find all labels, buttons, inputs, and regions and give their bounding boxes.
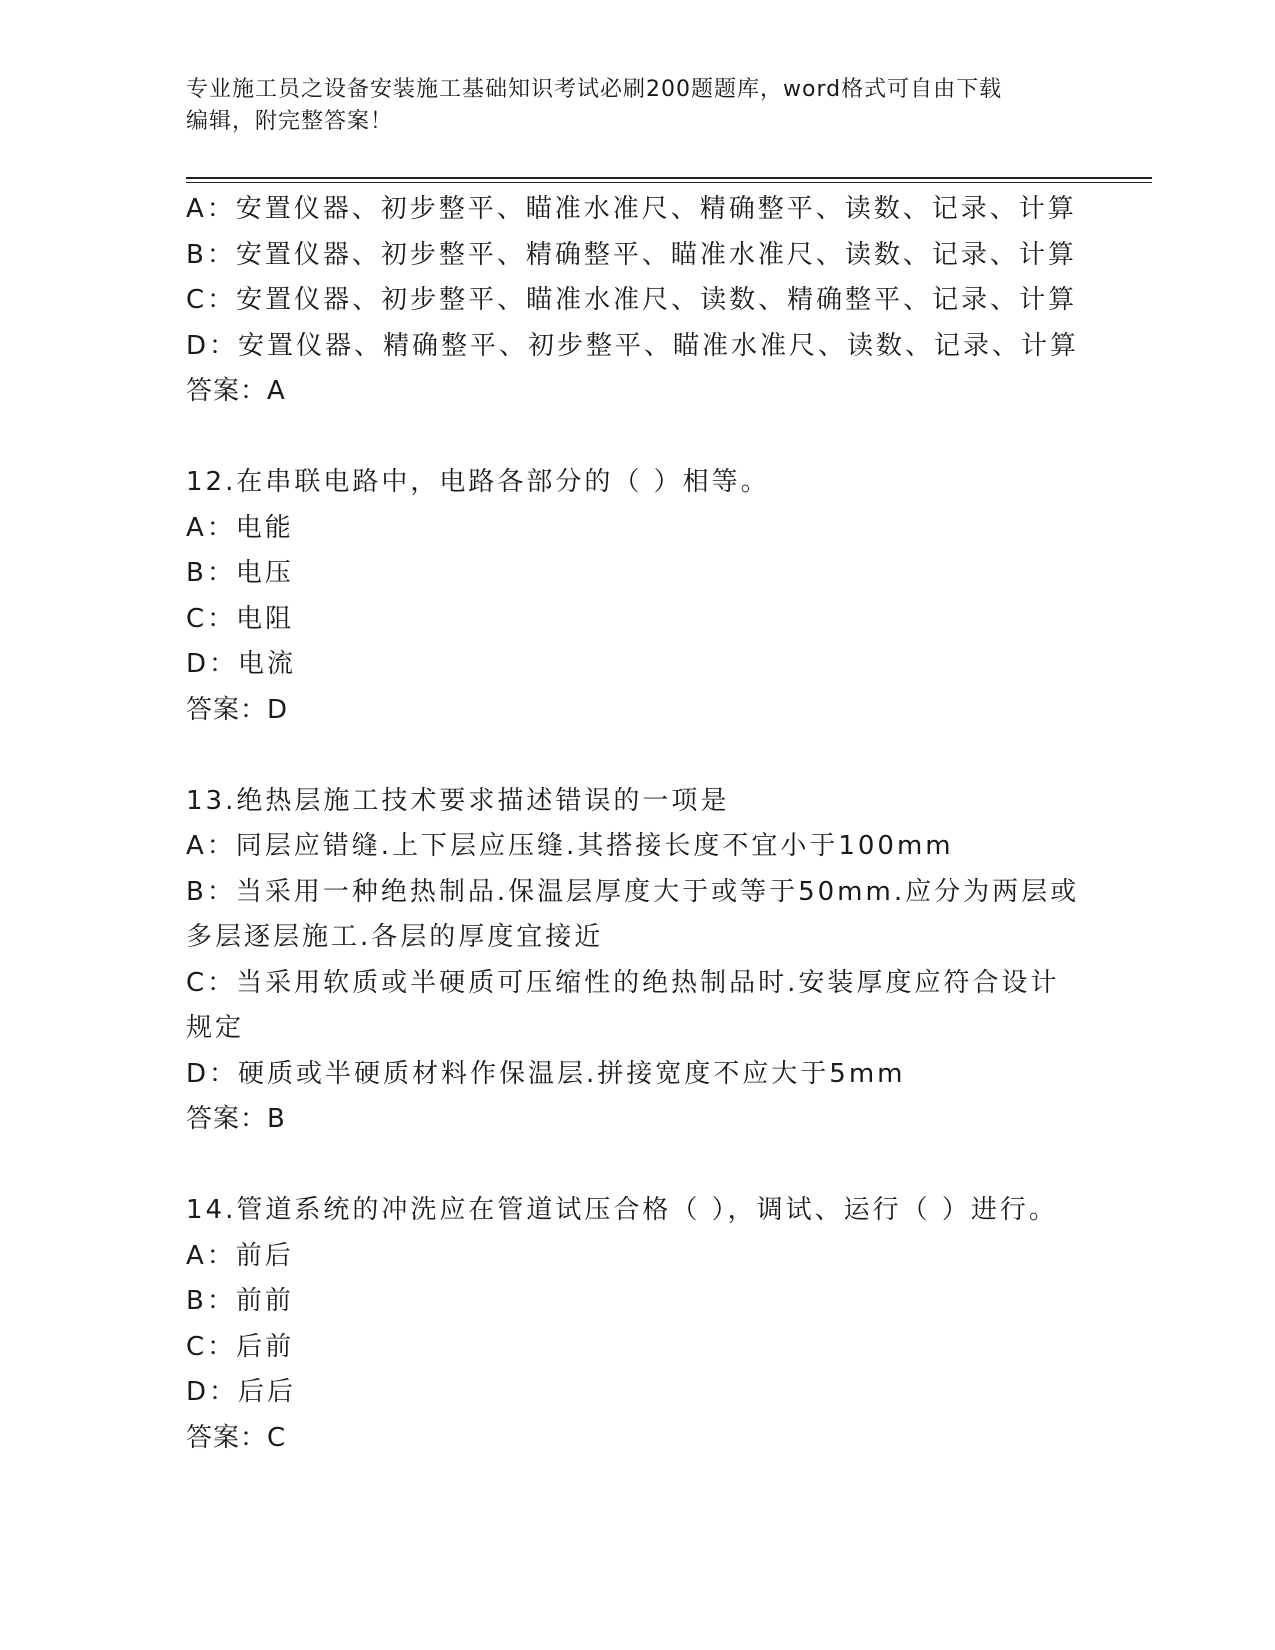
question-text: 14.管道系统的冲洗应在管道试压合格（ ），调试、运行（ ）进行。 (186, 1195, 1058, 1225)
header-title-line-1: 专业施工员之设备安装施工基础知识考试必刷200题题库，word格式可自由下载 (186, 77, 1003, 102)
question-14 (186, 1188, 1086, 1461)
question-text: 12.在串联电路中，电路各部分的（ ）相等。 (186, 467, 770, 497)
question-text: 13.绝热层施工技术要求描述错误的一项是 (186, 785, 730, 816)
spacer (186, 415, 1086, 461)
option-d: D：电流 (186, 649, 297, 679)
header-divider-thick (186, 177, 1152, 179)
answer: 答案：B (186, 1104, 286, 1134)
option-a: A：安置仪器、初步整平、瞄准水准尺、精确整平、读数、记录、计算 (186, 194, 1077, 224)
question-12 (186, 460, 1086, 733)
header-title-line-2: 编辑，附完整答案！ (186, 109, 394, 134)
option-d: D：硬质或半硬质材料作保温层.拼接宽度不应大于5mm (186, 1058, 906, 1089)
question-list (186, 187, 1086, 1461)
option-b: B：前前 (186, 1286, 294, 1316)
option-c: C：后前 (186, 1331, 295, 1362)
spacer (186, 1143, 1086, 1189)
option-c: C：安置仪器、初步整平、瞄准水准尺、读数、精确整平、记录、计算 (186, 285, 1078, 315)
question-11 (186, 187, 1086, 415)
option-a: A：前后 (186, 1240, 294, 1271)
option-b: B：当采用一种绝热制品.保温层厚度大于或等于50mm.应分为两层或多层逐层施工.各层的厚度宜接近 (186, 876, 1080, 952)
answer: 答案：A (186, 376, 286, 406)
option-d: D：后后 (186, 1377, 297, 1407)
option-c: C：当采用软质或半硬质可压缩性的绝热制品时.安装厚度应符合设计规定 (186, 967, 1060, 1043)
question-13 (186, 779, 1086, 1143)
document-header (186, 74, 1066, 138)
option-d: D：安置仪器、精确整平、初步整平、瞄准水准尺、读数、记录、计算 (186, 330, 1080, 361)
spacer (186, 733, 1086, 779)
header-divider-thin (186, 182, 1152, 183)
option-a: A：电能 (186, 512, 294, 543)
answer: 答案：C (186, 1422, 287, 1453)
option-b: B：电压 (186, 558, 294, 588)
option-c: C：电阻 (186, 603, 295, 634)
answer: 答案：D (186, 694, 289, 725)
option-b: B：安置仪器、初步整平、精确整平、瞄准水准尺、读数、记录、计算 (186, 239, 1077, 270)
option-a: A：同层应错缝.上下层应压缝.其搭接长度不宜小于100mm (186, 831, 954, 861)
